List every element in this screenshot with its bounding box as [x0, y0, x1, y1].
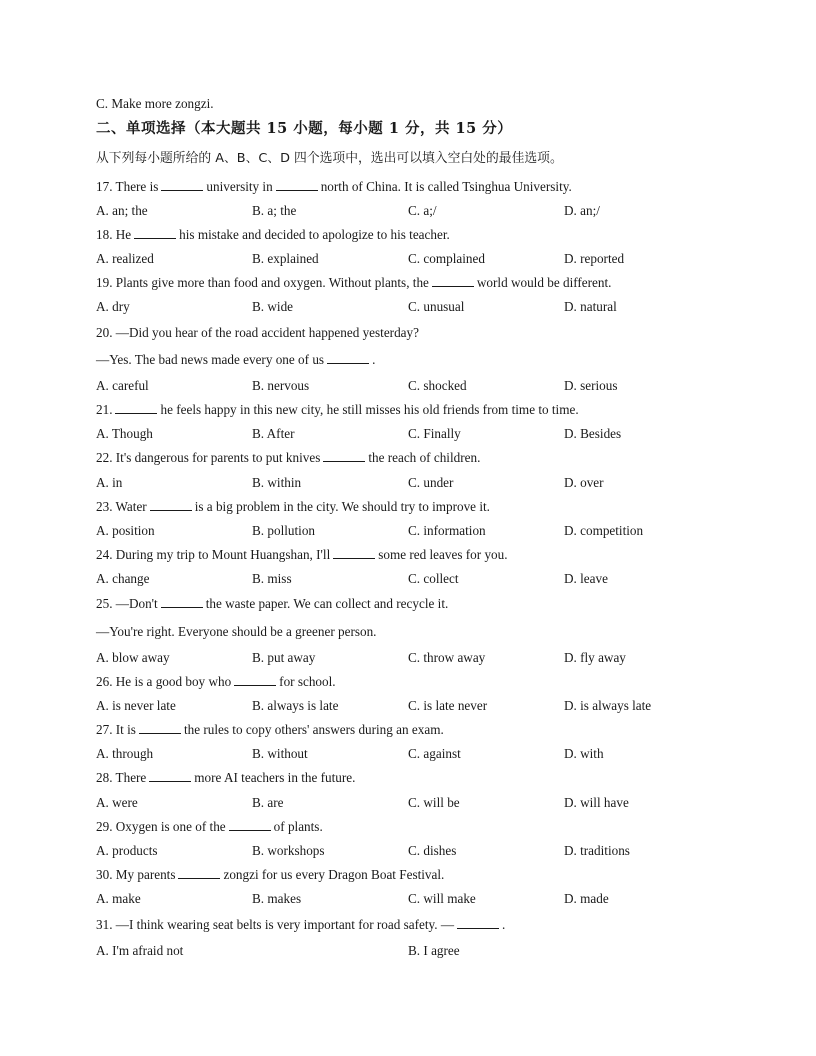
option-d: D. with: [564, 746, 604, 761]
question-25-line-1: [96, 596, 448, 612]
option-a: A. is never late: [96, 698, 176, 713]
question-29-options: [0, 843, 720, 859]
option-c: C. will be: [408, 795, 460, 810]
option-b: B. a; the: [252, 203, 297, 218]
option-c: C. a;/: [408, 203, 437, 218]
option-d: D. competition: [564, 523, 644, 538]
answer-blank: [234, 674, 276, 686]
option-a: A. blow away: [96, 650, 170, 665]
option-c: C. under: [408, 475, 454, 490]
answer-blank: [333, 547, 375, 559]
option-d: D. will have: [564, 795, 629, 810]
question-28-options: [0, 795, 720, 811]
answer-blank: [457, 917, 499, 929]
question-23-options: [0, 523, 720, 539]
question-19-options: [0, 299, 720, 315]
question-29-text-b: of plants.: [273, 819, 323, 834]
option-a: A. were: [96, 795, 138, 810]
option-a: A. position: [96, 523, 155, 538]
option-a: A. dry: [96, 299, 130, 314]
answer-blank: [139, 722, 181, 734]
option-d: D. fly away: [564, 650, 626, 665]
question-27-text-b: the rules to copy others' answers during an exam.: [183, 722, 444, 737]
option-a: A. in: [96, 475, 123, 490]
option-b: B. within: [252, 475, 302, 490]
question-26-options: [0, 698, 720, 714]
question-24-options: [0, 571, 720, 587]
question-18-options: [0, 251, 720, 267]
option-b: B. are: [252, 795, 284, 810]
question-28-text-b: more AI teachers in the future.: [194, 770, 356, 785]
question-23-text-b: is a big problem in the city. We should try to improve it.: [194, 499, 490, 514]
option-b: B. makes: [252, 891, 302, 906]
question-19-text-a: 19. Plants give more than food and oxygen. Without plants, the: [96, 275, 429, 290]
option-c: C. Finally: [408, 426, 461, 441]
option-c: C. collect: [408, 571, 459, 586]
answer-blank: [323, 450, 365, 462]
option-c: C. unusual: [408, 299, 465, 314]
question-27-text-a: 27. It is: [96, 722, 136, 737]
option-a: A. Though: [96, 426, 153, 441]
question-21-text-b: he feels happy in this new city, he still misses his old friends from time to time.: [160, 402, 579, 417]
question-17-text-c: north of China. It is called Tsinghua University.: [320, 179, 572, 194]
option-c: C. dishes: [408, 843, 457, 858]
option-b: B. workshops: [252, 843, 325, 858]
previous-option-c: C. Make more zongzi.: [96, 96, 214, 111]
option-b: B. nervous: [252, 378, 310, 393]
answer-blank: [161, 596, 203, 608]
option-a: A. products: [96, 843, 158, 858]
question-24-text-a: 24. During my trip to Mount Huangshan, I'll: [96, 547, 331, 562]
option-a: A. change: [96, 571, 150, 586]
question-28: [96, 770, 355, 786]
question-30: [96, 867, 444, 883]
question-18-text-b: his mistake and decided to apologize to his teacher.: [179, 227, 450, 242]
option-b: B. wide: [252, 299, 294, 314]
answer-blank: [115, 402, 157, 414]
option-b: B. put away: [252, 650, 316, 665]
answer-blank: [161, 179, 203, 191]
option-d: D. over: [564, 475, 604, 490]
option-b: B. always is late: [252, 698, 339, 713]
question-17-text-a: 17. There is: [96, 179, 159, 194]
option-d: D. made: [564, 891, 609, 906]
question-21: [96, 402, 579, 418]
option-c: C. complained: [408, 251, 485, 266]
question-31-text-a: 31. —I think wearing seat belts is very important for road safety. —: [96, 917, 455, 932]
option-d: D. traditions: [564, 843, 630, 858]
question-20-line-2: [96, 352, 375, 368]
answer-blank: [150, 499, 192, 511]
question-18: [96, 227, 450, 243]
question-27: [96, 722, 444, 738]
question-31-options: [0, 943, 720, 959]
option-d: D. Besides: [564, 426, 622, 441]
question-23: [96, 499, 490, 515]
option-c: C. against: [408, 746, 461, 761]
option-c: C. will make: [408, 891, 476, 906]
option-d: D. an;/: [564, 203, 600, 218]
option-c: C. information: [408, 523, 486, 538]
question-22-text-b: the reach of children.: [368, 450, 481, 465]
question-20-text-a: —Yes. The bad news made every one of us: [96, 352, 325, 367]
question-31-text-b: .: [502, 917, 506, 932]
question-25-text-b: the waste paper. We can collect and recycle it.: [205, 596, 449, 611]
question-30-text-a: 30. My parents: [96, 867, 176, 882]
option-b: B. without: [252, 746, 308, 761]
question-21-text-a: 21.: [96, 402, 113, 417]
question-25-line-2: —You're right. Everyone should be a greener person.: [96, 624, 377, 639]
question-24-text-b: some red leaves for you.: [378, 547, 508, 562]
question-26: [96, 674, 336, 690]
option-d: D. leave: [564, 571, 608, 586]
option-d: D. natural: [564, 299, 617, 314]
option-d: D. reported: [564, 251, 625, 266]
option-c: C. throw away: [408, 650, 486, 665]
question-28-text-a: 28. There: [96, 770, 147, 785]
question-25-text-a: 25. —Don't: [96, 596, 158, 611]
option-b: B. explained: [252, 251, 319, 266]
question-21-options: [0, 426, 720, 442]
section-instruction: 从下列每小题所给的 A、B、C、D 四个选项中，选出可以填入空白处的最佳选项。: [96, 151, 563, 166]
option-d: D. serious: [564, 378, 618, 393]
question-29-text-a: 29. Oxygen is one of the: [96, 819, 226, 834]
question-20-options: [0, 378, 720, 394]
question-29: [96, 819, 323, 835]
question-22: [96, 450, 480, 466]
question-17: [96, 179, 572, 195]
question-22-options: [0, 475, 720, 491]
option-a: A. careful: [96, 378, 149, 393]
option-a: A. through: [96, 746, 154, 761]
answer-blank: [229, 819, 271, 831]
question-31: [96, 917, 505, 933]
question-23-text-a: 23. Water: [96, 499, 147, 514]
question-19-text-b: world would be different.: [476, 275, 612, 290]
option-c: C. shocked: [408, 378, 467, 393]
question-24: [96, 547, 508, 563]
option-a: A. make: [96, 891, 141, 906]
question-26-text-b: for school.: [279, 674, 336, 689]
question-17-text-b: university in: [206, 179, 273, 194]
answer-blank: [149, 770, 191, 782]
question-26-text-a: 26. He is a good boy who: [96, 674, 232, 689]
question-27-options: [0, 746, 720, 762]
answer-blank: [327, 352, 369, 364]
question-30-options: [0, 891, 720, 907]
option-b: B. miss: [252, 571, 292, 586]
option-a: A. realized: [96, 251, 154, 266]
option-a: A. I'm afraid not: [96, 943, 184, 958]
option-d: D. is always late: [564, 698, 652, 713]
question-20-text-b: .: [372, 352, 376, 367]
option-a: A. an; the: [96, 203, 148, 218]
question-19: [96, 275, 611, 291]
answer-blank: [432, 275, 474, 287]
question-18-text-a: 18. He: [96, 227, 132, 242]
question-22-text-a: 22. It's dangerous for parents to put knives: [96, 450, 321, 465]
question-20-line-1: 20. —Did you hear of the road accident happened yesterday?: [96, 325, 419, 340]
question-17-options: [0, 203, 720, 219]
answer-blank: [178, 867, 220, 879]
section-heading: 二、单项选择（本大题共 15 小题，每小题 1 分，共 15 分）: [96, 120, 513, 137]
question-30-text-b: zongzi for us every Dragon Boat Festival.: [223, 867, 445, 882]
option-c: C. is late never: [408, 698, 488, 713]
answer-blank: [276, 179, 318, 191]
question-25-options: [0, 650, 720, 666]
answer-blank: [134, 227, 176, 239]
option-b: B. After: [252, 426, 295, 441]
option-b: B. I agree: [408, 943, 460, 958]
option-b: B. pollution: [252, 523, 316, 538]
